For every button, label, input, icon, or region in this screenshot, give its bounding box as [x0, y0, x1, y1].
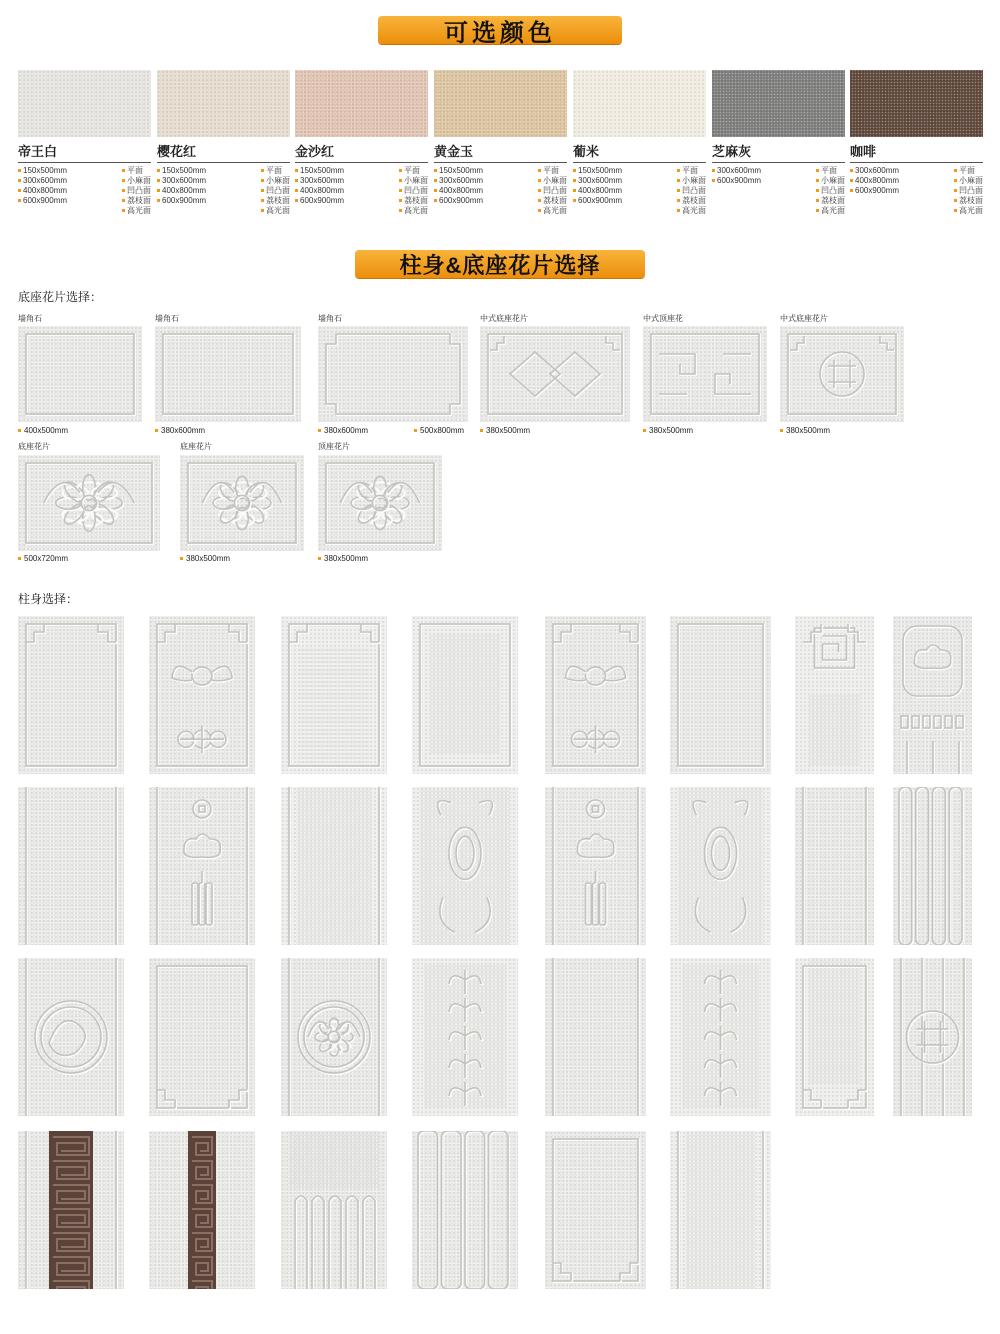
color-name: 金沙红	[295, 144, 335, 159]
column-tile-vine[interactable]	[670, 958, 771, 1116]
finish-item: 荔枝面	[399, 196, 428, 206]
coin-tassel-relief	[545, 787, 646, 945]
size-item: 400x800mm	[157, 186, 206, 196]
tile-size: 500x800mm	[414, 426, 464, 435]
column-tile-plain-frame[interactable]	[670, 616, 771, 774]
finish-item: 小麻面	[816, 176, 845, 186]
scroll-oval-relief	[412, 787, 518, 945]
finish-item: 小麻面	[399, 176, 428, 186]
plain-panel-relief	[18, 787, 124, 945]
size-item: 600x900mm	[434, 196, 483, 206]
round-shou-relief	[893, 958, 972, 1116]
fret-square-relief	[795, 616, 874, 774]
finish-item: 平面	[122, 166, 151, 176]
column-tile-grooved-fret[interactable]	[795, 958, 874, 1116]
finish-list	[677, 166, 706, 216]
finish-item: 高光面	[538, 206, 567, 216]
finish-item: 高光面	[261, 206, 290, 216]
dragon-medallion-relief	[18, 958, 124, 1116]
tile-image[interactable]	[155, 326, 301, 422]
column-tile-bat-knot[interactable]	[149, 616, 255, 774]
color-card[interactable]	[850, 70, 983, 216]
tile-label: 墙角石	[18, 314, 42, 323]
finish-item: 凹凸面	[816, 186, 845, 196]
finish-item: 凹凸面	[677, 186, 706, 196]
divider	[157, 162, 290, 163]
floral-relief	[318, 455, 442, 551]
finish-item: 小麻面	[538, 176, 567, 186]
finish-item: 平面	[261, 166, 290, 176]
tile-label: 底座花片	[18, 442, 50, 451]
size-item: 300x600mm	[295, 176, 344, 186]
vine-relief	[412, 958, 518, 1116]
finish-item: 高光面	[122, 206, 151, 216]
vertical-ribs-relief	[412, 1131, 518, 1289]
column-tile-flutes[interactable]	[281, 1131, 387, 1289]
medallion-relief	[780, 326, 904, 422]
size-item: 150x500mm	[434, 166, 483, 176]
color-name: 樱花红	[157, 144, 197, 159]
flutes-relief	[281, 1131, 387, 1289]
base-section-label: 底座花片选择：	[18, 290, 103, 304]
floral-relief	[180, 455, 304, 551]
fret-relief	[643, 326, 767, 422]
color-swatch	[18, 70, 151, 137]
column-section-label: 柱身选择：	[18, 592, 79, 606]
column-tile-grooved-panel[interactable]	[281, 787, 387, 945]
color-card[interactable]	[18, 70, 151, 216]
column-tile-round-shou[interactable]	[893, 958, 972, 1116]
finish-item: 荔枝面	[954, 196, 983, 206]
plain-fret-relief	[545, 1131, 646, 1289]
size-item: 300x600mm	[434, 176, 483, 186]
column-tile-grooved-panel[interactable]	[670, 1131, 771, 1289]
vertical-ribs-relief	[893, 787, 972, 945]
color-swatch	[712, 70, 845, 137]
finish-list	[954, 166, 983, 216]
size-list	[157, 166, 206, 216]
divider	[573, 162, 706, 163]
fret-pattern	[49, 1131, 93, 1289]
brown-fret-band	[188, 1131, 216, 1289]
size-item: 600x900mm	[850, 186, 899, 196]
color-name: 咖啡	[850, 144, 877, 159]
grooved-panel-relief	[281, 787, 387, 945]
size-item: 300x600mm	[573, 176, 622, 186]
finish-list	[538, 166, 567, 216]
size-item: 150x500mm	[18, 166, 67, 176]
size-list	[18, 166, 67, 216]
colors-title-banner: 可选颜色	[378, 16, 622, 44]
size-item: 600x900mm	[712, 176, 761, 186]
tile-size: 380x500mm	[643, 426, 693, 435]
column-tile-brown-fret[interactable]	[18, 1131, 124, 1289]
finish-item: 凹凸面	[261, 186, 290, 196]
size-item: 150x500mm	[295, 166, 344, 176]
tile-size: 500x720mm	[18, 554, 68, 563]
finish-list	[122, 166, 151, 216]
finish-item: 小麻面	[677, 176, 706, 186]
size-item: 600x900mm	[295, 196, 344, 206]
tile-size: 380x600mm	[318, 426, 368, 435]
finish-item: 高光面	[954, 206, 983, 216]
finish-item: 高光面	[399, 206, 428, 216]
tile-image[interactable]	[780, 326, 904, 422]
color-name: 帝王白	[18, 144, 58, 159]
color-swatch	[157, 70, 290, 137]
fret-pattern	[188, 1131, 216, 1289]
tile-label: 中式顶座花	[643, 314, 683, 323]
tile-size: 380x500mm	[780, 426, 830, 435]
bat-knot-relief	[545, 616, 646, 774]
flower-medallion-relief	[281, 958, 387, 1116]
plain-frame-relief	[670, 616, 771, 774]
color-card[interactable]	[157, 70, 290, 216]
tile-size: 380x500mm	[480, 426, 530, 435]
column-tile-plain-frame-fret[interactable]	[149, 958, 255, 1116]
size-list	[712, 166, 761, 216]
plain-panel-relief	[545, 958, 646, 1116]
finish-item: 凹凸面	[122, 186, 151, 196]
size-item: 400x800mm	[18, 186, 67, 196]
size-item: 400x800mm	[434, 186, 483, 196]
divider	[18, 162, 151, 163]
color-name: 黄金玉	[434, 144, 474, 159]
tile-image[interactable]	[643, 326, 767, 422]
tile-label: 顶座花片	[318, 442, 350, 451]
color-card[interactable]	[573, 70, 706, 216]
divider	[434, 162, 567, 163]
color-card[interactable]	[295, 70, 428, 216]
size-item: 400x800mm	[850, 176, 899, 186]
color-swatch	[295, 70, 428, 137]
finish-item: 凹凸面	[538, 186, 567, 196]
tile-label: 墙角石	[318, 314, 342, 323]
finish-item: 小麻面	[954, 176, 983, 186]
tile-image[interactable]	[18, 326, 142, 422]
color-swatch	[850, 70, 983, 137]
tile-size: 380x600mm	[155, 426, 205, 435]
tile-image[interactable]	[318, 455, 442, 551]
size-item: 600x900mm	[18, 196, 67, 206]
finish-item: 荔枝面	[816, 196, 845, 206]
frame-fret-relief	[18, 616, 124, 774]
column-tile-flower-medallion[interactable]	[281, 958, 387, 1116]
tile-image[interactable]	[180, 455, 304, 551]
finish-list	[816, 166, 845, 216]
size-item: 300x600mm	[850, 166, 899, 176]
column-tile-plain-panel[interactable]	[18, 787, 124, 945]
column-tile-scroll-oval[interactable]	[670, 787, 771, 945]
column-tile-coin-tassel[interactable]	[545, 787, 646, 945]
finish-item: 平面	[677, 166, 706, 176]
tile-image[interactable]	[318, 326, 468, 422]
cloud-balustrade-relief	[893, 616, 972, 774]
size-item: 600x900mm	[573, 196, 622, 206]
column-tile-brown-fret-band[interactable]	[149, 1131, 255, 1289]
divider	[712, 162, 845, 163]
divider	[295, 162, 428, 163]
vine-relief	[670, 958, 771, 1116]
pillar-title-banner: 柱身&底座花片选择	[355, 250, 645, 278]
size-item: 400x800mm	[573, 186, 622, 196]
finish-item: 平面	[954, 166, 983, 176]
finish-item: 平面	[399, 166, 428, 176]
finish-item: 高光面	[677, 206, 706, 216]
column-tile-coin-tassel[interactable]	[149, 787, 255, 945]
size-item: 150x500mm	[573, 166, 622, 176]
divider	[850, 162, 983, 163]
finish-item: 荔枝面	[122, 196, 151, 206]
column-tile-grooved-frame[interactable]	[412, 616, 518, 774]
size-item: 150x500mm	[157, 166, 206, 176]
frame-notch-relief	[318, 326, 468, 422]
size-item: 600x900mm	[157, 196, 206, 206]
diamond-relief	[480, 326, 630, 422]
finish-list	[399, 166, 428, 216]
tile-label: 中式底座花片	[480, 314, 528, 323]
size-item: 300x600mm	[18, 176, 67, 186]
finish-item: 高光面	[816, 206, 845, 216]
size-list	[573, 166, 622, 216]
size-list	[434, 166, 483, 216]
plain-frame-fret-relief	[149, 958, 255, 1116]
column-tile-bat-knot[interactable]	[545, 616, 646, 774]
grooved-panel-relief	[670, 1131, 771, 1289]
coin-tassel-relief	[149, 787, 255, 945]
color-swatch	[573, 70, 706, 137]
column-tile-vertical-ribs[interactable]	[893, 787, 972, 945]
color-swatch	[434, 70, 567, 137]
finish-item: 荔枝面	[538, 196, 567, 206]
column-tile-fret-grooved[interactable]	[281, 616, 387, 774]
grooved-frame-relief	[412, 616, 518, 774]
tile-size: 380x500mm	[318, 554, 368, 563]
tile-label: 底座花片	[180, 442, 212, 451]
color-card[interactable]	[434, 70, 567, 216]
size-list	[295, 166, 344, 216]
size-item: 300x600mm	[712, 166, 761, 176]
frame-relief	[155, 326, 301, 422]
color-card[interactable]	[712, 70, 845, 216]
finish-item: 荔枝面	[261, 196, 290, 206]
size-list	[850, 166, 899, 216]
finish-item: 荔枝面	[677, 196, 706, 206]
finish-item: 平面	[816, 166, 845, 176]
tile-image[interactable]	[18, 455, 160, 551]
size-item: 400x800mm	[295, 186, 344, 196]
size-item: 300x600mm	[157, 176, 206, 186]
tile-image[interactable]	[480, 326, 630, 422]
color-name: 芝麻灰	[712, 144, 752, 159]
finish-item: 小麻面	[261, 176, 290, 186]
tile-size: 380x500mm	[180, 554, 230, 563]
finish-item: 凹凸面	[399, 186, 428, 196]
column-tile-plain-fret[interactable]	[545, 1131, 646, 1289]
finish-item: 小麻面	[122, 176, 151, 186]
bat-knot-relief	[149, 616, 255, 774]
frame-relief	[18, 326, 142, 422]
column-tile-plain-panel[interactable]	[545, 958, 646, 1116]
scroll-oval-relief	[670, 787, 771, 945]
column-tile-dragon-medallion[interactable]	[18, 958, 124, 1116]
column-tile-vertical-ribs[interactable]	[412, 1131, 518, 1289]
plain-panel-relief	[795, 787, 874, 945]
brown-fret-band	[49, 1131, 93, 1289]
tile-size: 400x500mm	[18, 426, 68, 435]
column-tile-fret-square[interactable]	[795, 616, 874, 774]
finish-item: 平面	[538, 166, 567, 176]
tile-label: 墙角石	[155, 314, 179, 323]
column-tile-scroll-oval[interactable]	[412, 787, 518, 945]
finish-list	[261, 166, 290, 216]
column-tile-plain-panel[interactable]	[795, 787, 874, 945]
finish-item: 凹凸面	[954, 186, 983, 196]
grooved-fret-relief	[795, 958, 874, 1116]
column-tile-vine[interactable]	[412, 958, 518, 1116]
color-name: 葡米	[573, 144, 600, 159]
floral-relief	[18, 455, 160, 551]
fret-grooved-relief	[281, 616, 387, 774]
column-tile-cloud-balustrade[interactable]	[893, 616, 972, 774]
column-tile-frame-fret[interactable]	[18, 616, 124, 774]
tile-label: 中式底座花片	[780, 314, 828, 323]
